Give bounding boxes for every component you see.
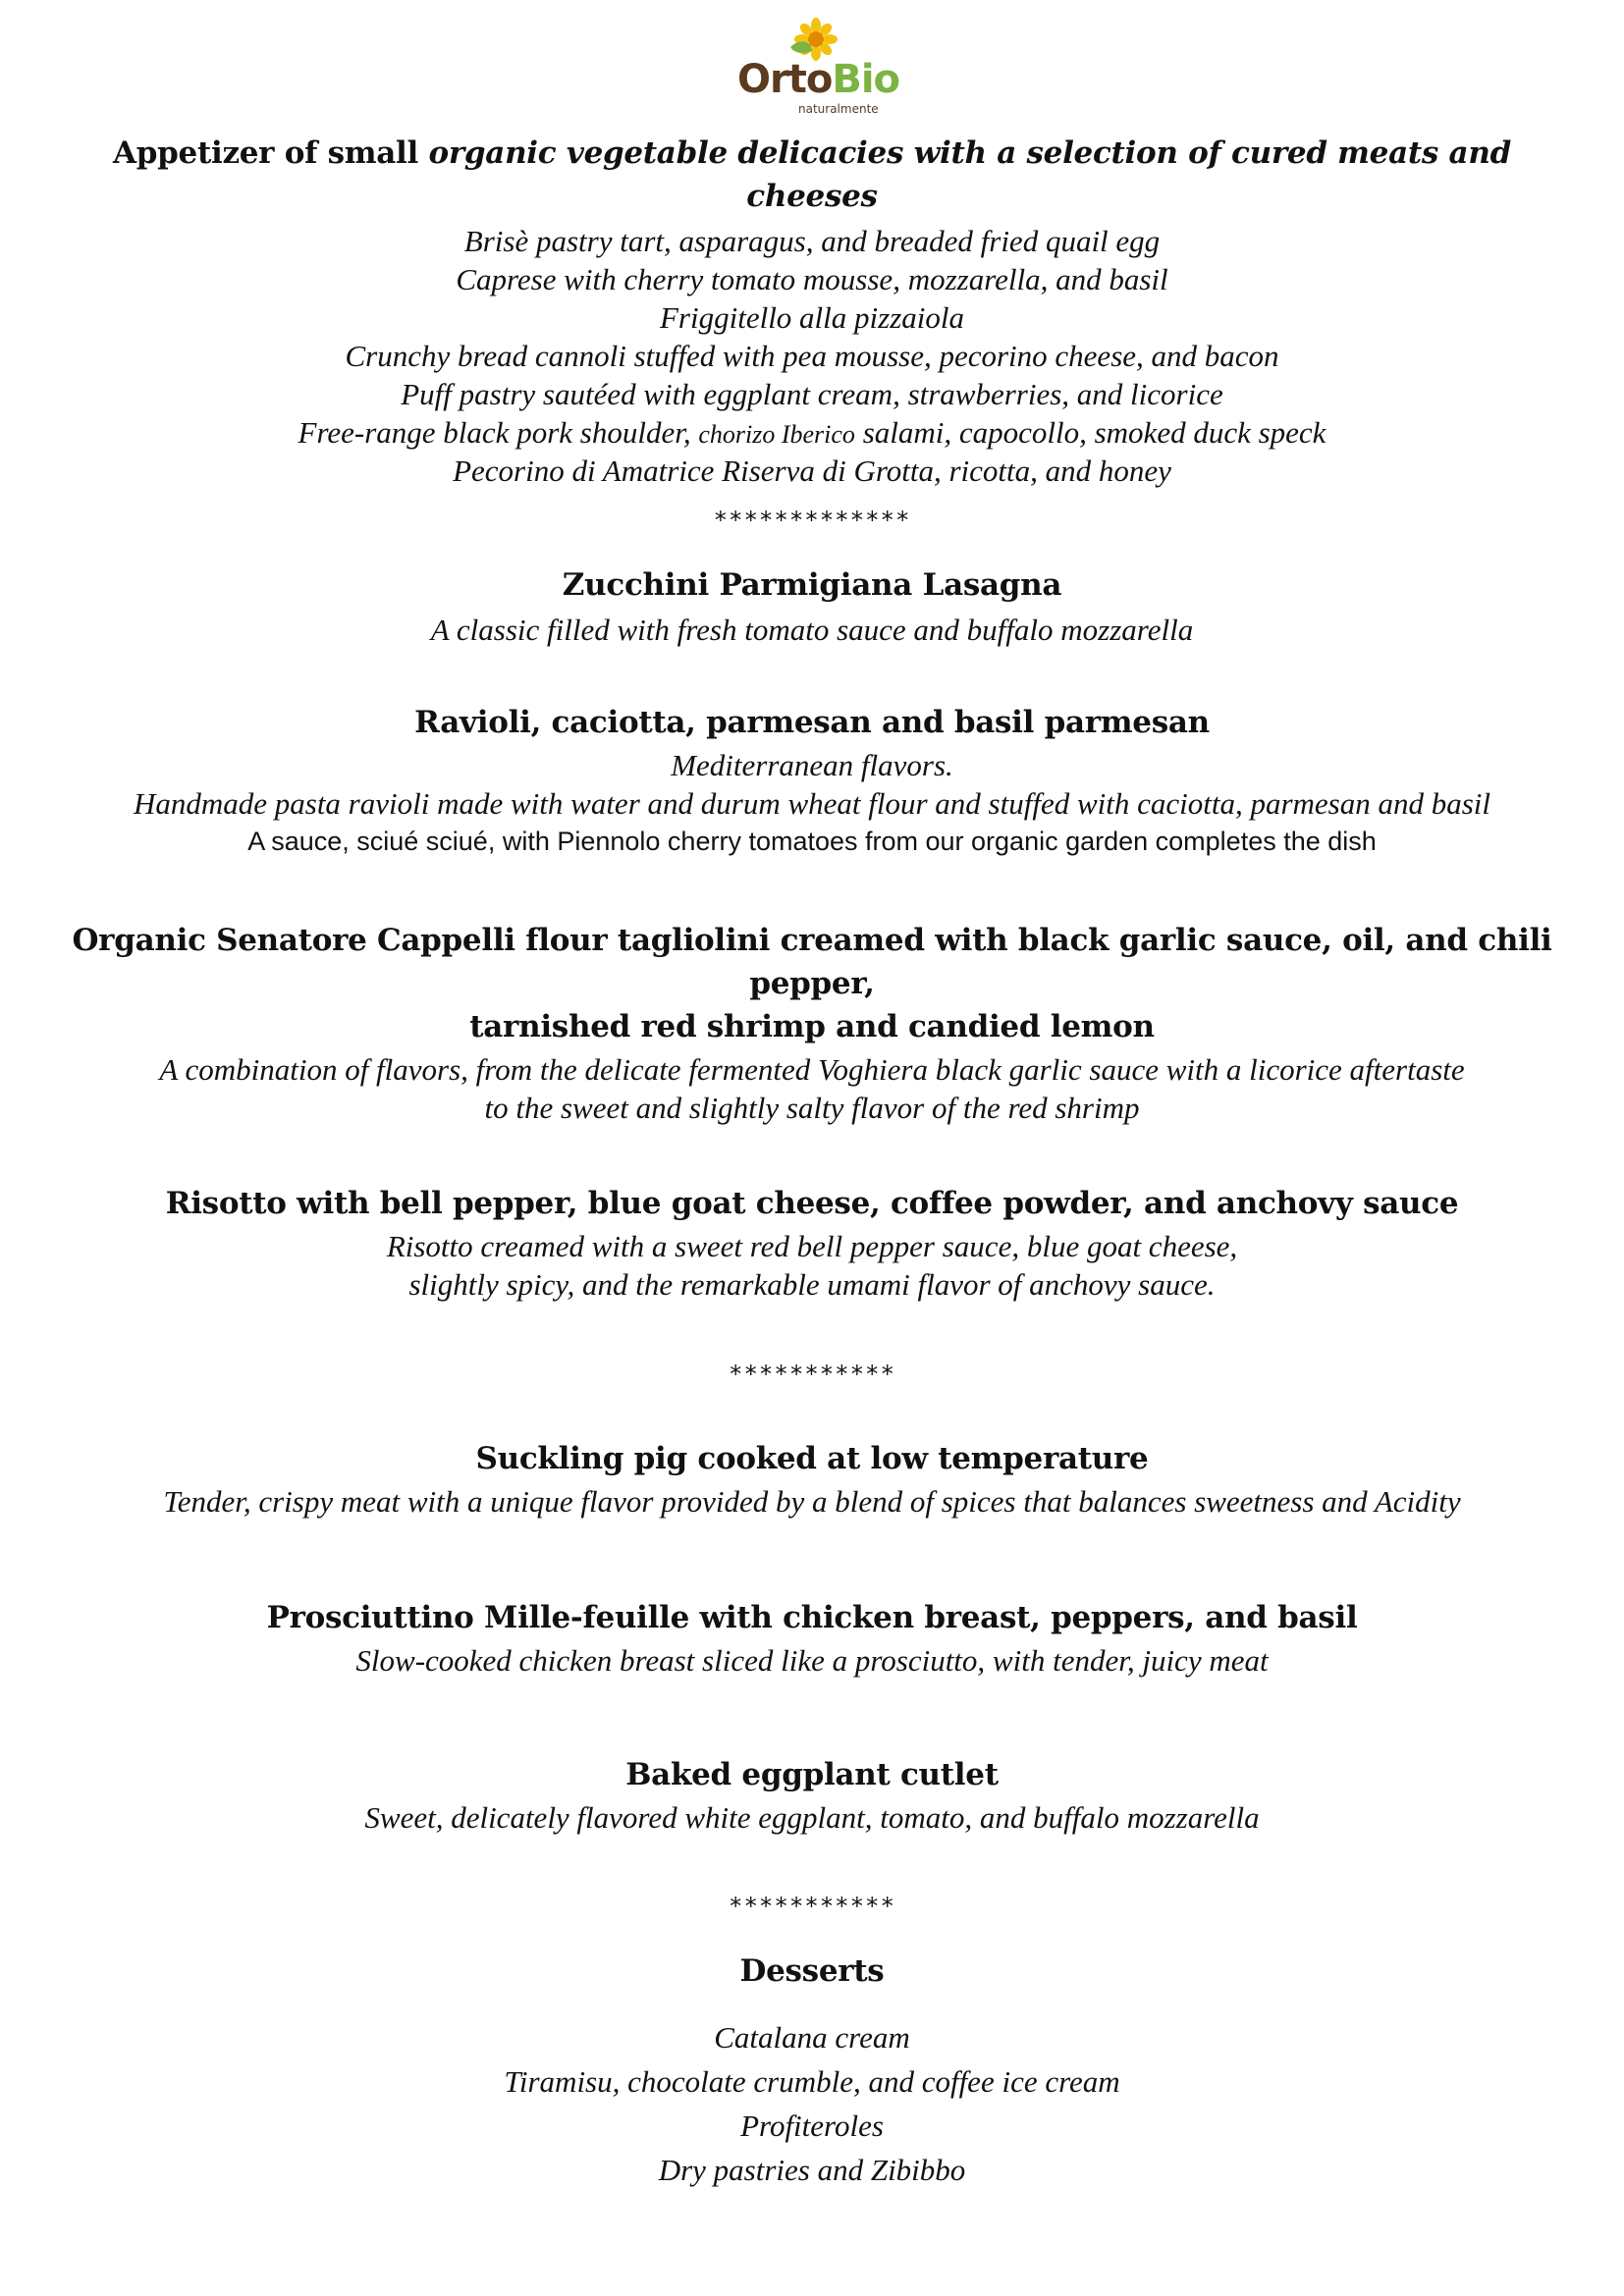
appetizer-title-line2: cheeses (746, 179, 878, 214)
logo-brand-bio: Bio (832, 57, 900, 102)
separator: *********** (729, 1361, 895, 1388)
appetizer-item: Puff pastry sautéed with eggplant cream, strawberries, and licorice (401, 377, 1223, 411)
dish-title: Baked eggplant cutlet (625, 1757, 999, 1792)
dish-description: A sauce, sciué sciué, with Piennolo cherry tomatoes from our organic garden completes the dish (247, 827, 1377, 856)
logo-brand-orto: Orto (737, 57, 833, 102)
dessert-item: Dry pastries and Zibibbo (658, 2153, 966, 2187)
appetizer-title-italic: organic vegetable delicacies with a selection of cured meats and (428, 135, 1511, 171)
logo-tagline: naturalmente (798, 102, 879, 116)
dish-description: Tender, crispy meat with a unique flavor provided by a blend of spices that balances sweetness and Acidity (163, 1484, 1461, 1519)
separator: *********** (729, 1893, 895, 1920)
desserts-title: Desserts (739, 1953, 885, 1989)
appetizer-item: Crunchy bread cannoli stuffed with pea mousse, pecorino cheese, and bacon (345, 339, 1279, 373)
dish-title: Prosciuttino Mille-feuille with chicken breast, peppers, and basil (266, 1600, 1358, 1635)
dish-title: Zucchini Parmigiana Lasagna (562, 567, 1062, 603)
appetizer-title (39, 135, 1585, 171)
dish-title: Organic Senatore Cappelli flour tagliolini creamed with black garlic sauce, oil, and chili (72, 923, 1552, 958)
dish-description: to the sweet and slightly salty flavor of the red shrimp (484, 1091, 1140, 1125)
ortobio-logo (731, 18, 898, 116)
charcuterie-part-c: salami, capocollo, smoked duck speck (854, 415, 1326, 450)
dish-title: tarnished red shrimp and candied lemon (469, 1009, 1155, 1044)
charcuterie-part-b: chorizo Iberico (698, 420, 855, 449)
charcuterie-part-a: Free-range black pork shoulder, (298, 415, 699, 450)
dish-title: pepper, (749, 966, 875, 1001)
appetizer-item: Friggitello alla pizzaiola (659, 300, 964, 335)
dessert-item: Catalana cream (714, 2020, 910, 2055)
dish-description: slightly spicy, and the remarkable umami flavor of anchovy sauce. (408, 1267, 1216, 1302)
dish-title: Suckling pig cooked at low temperature (475, 1441, 1149, 1476)
dish-title: Risotto with bell pepper, blue goat cheese, coffee powder, and anchovy sauce (165, 1186, 1459, 1221)
dish-description: Risotto creamed with a sweet red bell pepper sauce, blue goat cheese, (386, 1229, 1238, 1263)
appetizer-title-plain: Appetizer of small (113, 135, 429, 171)
dish-description: Mediterranean flavors. (671, 748, 953, 782)
dish-description: Handmade pasta ravioli made with water and durum wheat flour and stuffed with caciotta, parmesan and basil (133, 786, 1491, 821)
dish-title: Ravioli, caciotta, parmesan and basil parmesan (414, 705, 1210, 740)
appetizer-item: Pecorino di Amatrice Riserva di Grotta, ricotta, and honey (453, 454, 1171, 488)
appetizer-item-charcuterie (39, 415, 1585, 451)
dish-description: A combination of flavors, from the delicate fermented Voghiera black garlic sauce with a licorice aftertaste (159, 1052, 1465, 1087)
appetizer-item: Caprese with cherry tomato mousse, mozzarella, and basil (456, 262, 1168, 296)
dessert-item: Tiramisu, chocolate crumble, and coffee ice cream (504, 2064, 1120, 2099)
dish-description: A classic filled with fresh tomato sauce and buffalo mozzarella (430, 613, 1194, 647)
separator: ************* (713, 507, 911, 534)
appetizer-item: Brisè pastry tart, asparagus, and breaded fried quail egg (463, 224, 1161, 258)
dish-description: Sweet, delicately flavored white eggplant, tomato, and buffalo mozzarella (364, 1800, 1260, 1835)
dessert-item: Profiteroles (740, 2109, 884, 2143)
dish-description: Slow-cooked chicken breast sliced like a prosciutto, with tender, juicy meat (355, 1643, 1269, 1678)
